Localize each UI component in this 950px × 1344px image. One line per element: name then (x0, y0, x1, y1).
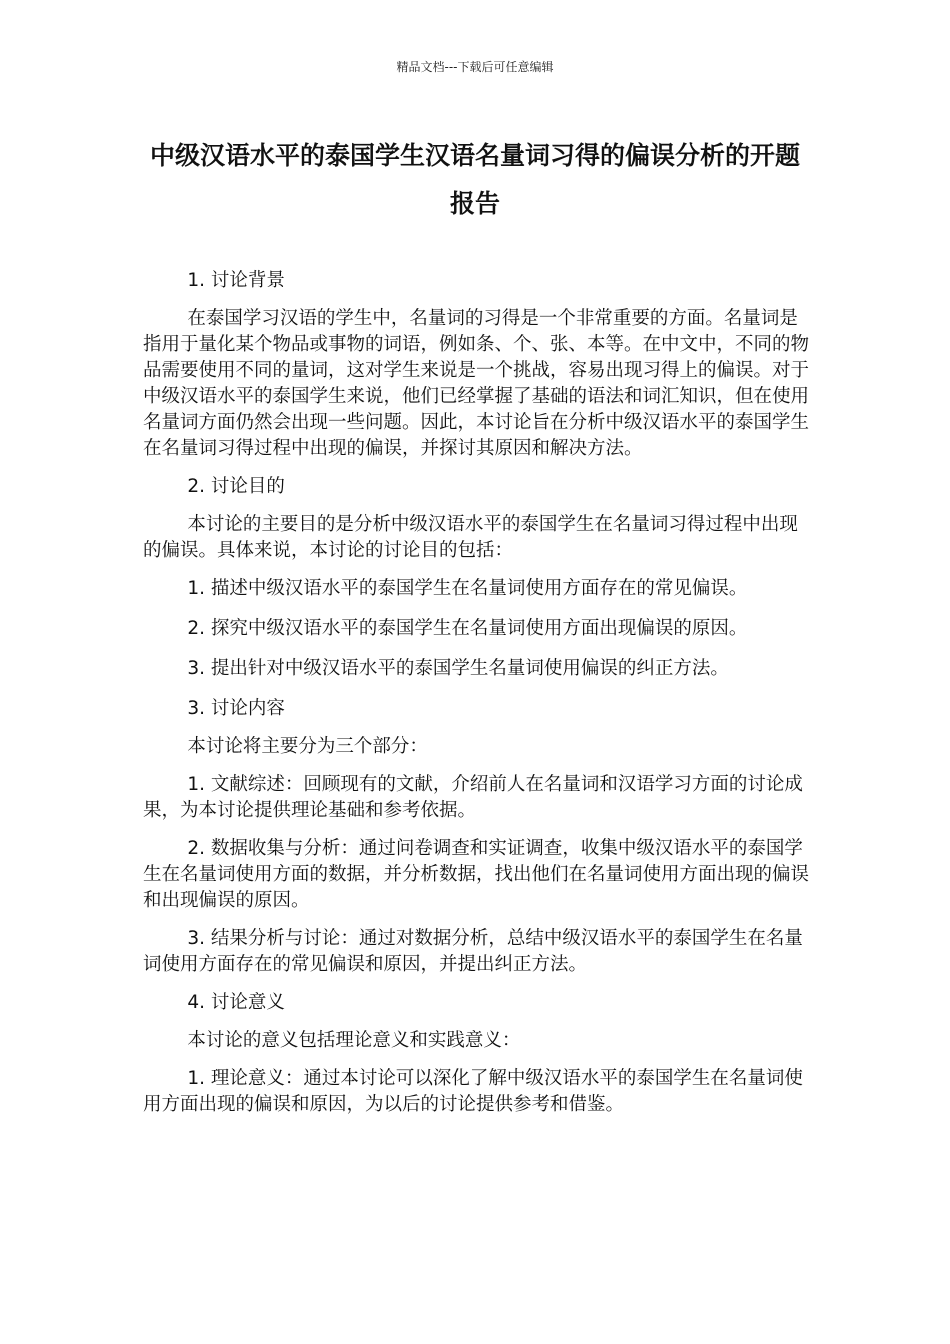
content-item-2: 2. 数据收集与分析：通过问卷调查和实证调查，收集中级汉语水平的泰国学生在名量词使用方面的数据，并分析数据，找出他们在名量词使用方面出现的偏误和出现偏误的原因。 (143, 838, 810, 911)
significance-item-1: 1. 理论意义：通过本讨论可以深化了解中级汉语水平的泰国学生在名量词使用方面出现的偏误和原因，为以后的讨论提供参考和借鉴。 (143, 1068, 803, 1115)
content-intro-paragraph: 本讨论将主要分为三个部分： (187, 736, 428, 757)
content-item-1: 1. 文献综述：回顾现有的文献，介绍前人在名量词和汉语学习方面的讨论成果，为本讨论提供理论基础和参考依据。 (143, 774, 803, 821)
background-paragraph: 在泰国学习汉语的学生中，名量词的习得是一个非常重要的方面。名量词是指用于量化某个物品或事物的词语，例如条、个、张、本等。在中文中，不同的物品需要使用不同的量词，这对学生来说是一个挑战，容易出现习得上的偏误。对于中级汉语水平的泰国学生来说，他们已经掌握了基础的语法和词汇知识，但在使用名量词方面仍然会出现一些问题。因此，本讨论旨在分析中级汉语水平的泰国学生在名量词习得过程中出现的偏误，并探讨其原因和解决方法。 (143, 308, 810, 459)
document-body (143, 268, 809, 1130)
purpose-item-1: 1. 描述中级汉语水平的泰国学生在名量词使用方面存在的常见偏误。 (187, 578, 748, 599)
purpose-paragraph: 本讨论的主要目的是分析中级汉语水平的泰国学生在名量词习得过程中出现的偏误。具体来说，本讨论的讨论目的包括： (143, 514, 798, 561)
section-heading-purpose: 2. 讨论目的 (187, 476, 285, 497)
header-note: 精品文档---下载后可任意编辑 (396, 60, 554, 74)
purpose-item-2: 2. 探究中级汉语水平的泰国学生在名量词使用方面出现偏误的原因。 (187, 618, 748, 639)
document-title: 中级汉语水平的泰国学生汉语名量词习得的偏误分析的开题报告 (149, 141, 800, 218)
purpose-item-3: 3. 提出针对中级汉语水平的泰国学生名量词使用偏误的纠正方法。 (187, 658, 729, 679)
section-heading-significance: 4. 讨论意义 (187, 992, 285, 1013)
content-item-3: 3. 结果分析与讨论：通过对数据分析，总结中级汉语水平的泰国学生在名量词使用方面存在的常见偏误和原因，并提出纠正方法。 (143, 928, 803, 975)
significance-intro-paragraph: 本讨论的意义包括理论意义和实践意义： (187, 1030, 521, 1051)
section-heading-content: 3. 讨论内容 (187, 698, 285, 719)
section-heading-background: 1. 讨论背景 (187, 270, 285, 291)
